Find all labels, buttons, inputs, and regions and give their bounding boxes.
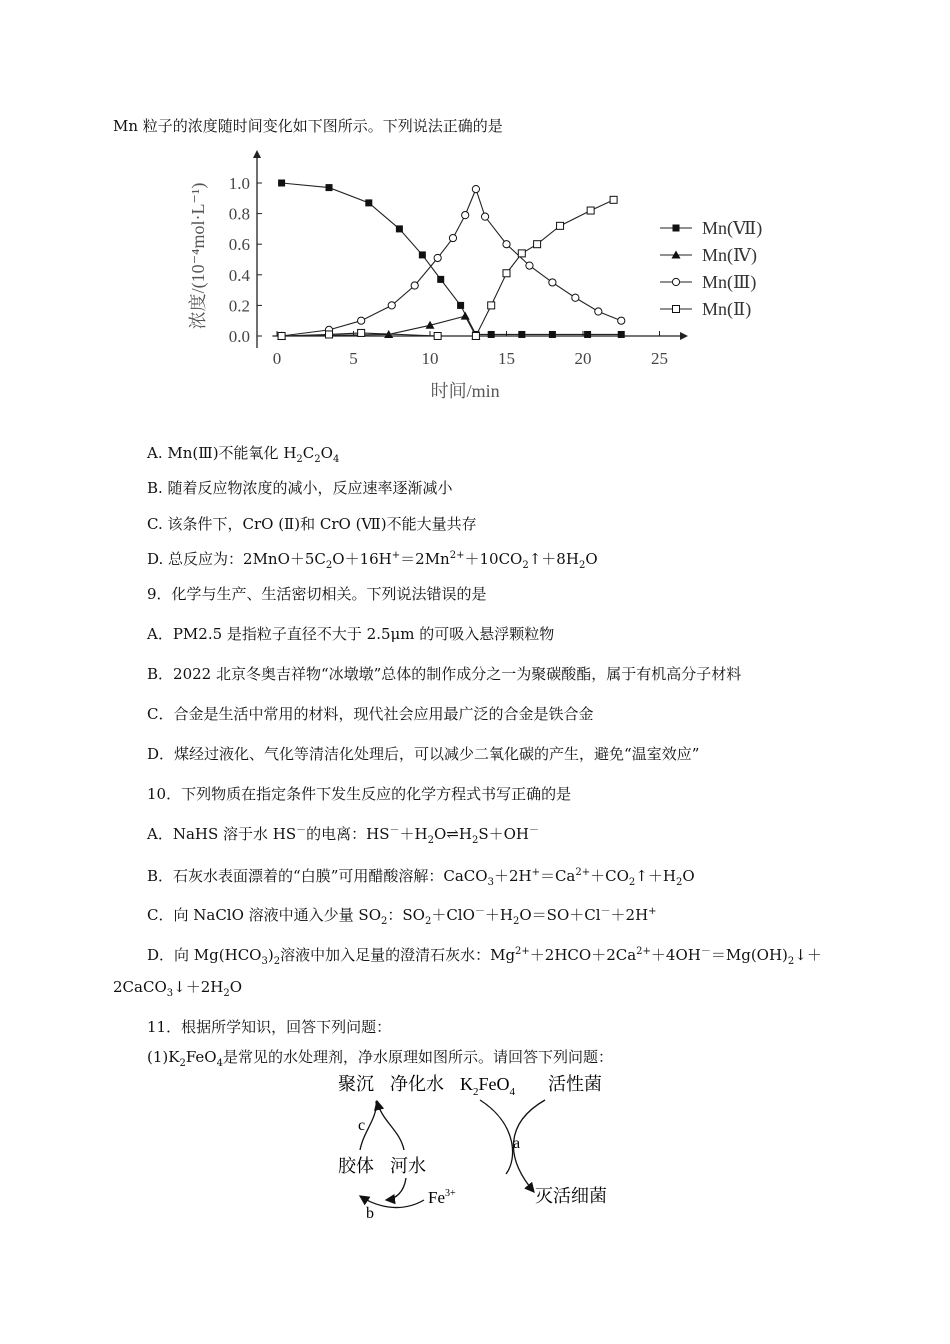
label-miehuo: 灭活细菌 bbox=[535, 1186, 607, 1206]
label-fe3: $Fe^{3+}$ bbox=[428, 1188, 456, 1207]
option-9a: A．PM2.5 是指粒子直径不大于 2.5μm 的可吸入悬浮颗粒物 bbox=[147, 625, 555, 643]
x-tick-label: 15 bbox=[498, 349, 515, 368]
question-11-part1: $(1)K_2FeO_4$是常见的水处理剂，净水原理如图所示。请回答下列问题： bbox=[147, 1048, 613, 1069]
x-axis-label: 时间/min bbox=[430, 381, 500, 401]
label-c: c bbox=[358, 1117, 366, 1134]
option-8d: D. 总反应为：$2MnO+5C_2O+16H^+=2Mn^{2+}+10CO_2↑+8H_2O$ bbox=[147, 550, 598, 571]
label-heshui: 河水 bbox=[390, 1156, 426, 1176]
label-a: a bbox=[513, 1135, 521, 1152]
y-tick-label: 0.4 bbox=[228, 265, 250, 285]
option-8c: C. 该条件下，CrO (Ⅱ)和 CrO (Ⅶ)不能大量共存 bbox=[147, 515, 477, 533]
y-tick-label: 0.0 bbox=[228, 327, 250, 346]
question-9-stem: 9．化学与生产、生活密切相关。下列说法错误的是 bbox=[147, 585, 487, 603]
question-11-stem: 11．根据所学知识，回答下列问题： bbox=[147, 1018, 392, 1036]
x-tick-label: 25 bbox=[651, 349, 668, 368]
label-b: b bbox=[366, 1205, 374, 1218]
y-tick-label: 0.6 bbox=[228, 235, 250, 255]
label-k2feo4: $K_2FeO_4$ bbox=[460, 1074, 515, 1098]
option-8a: A. Mn(Ⅲ)不能氧化 $H_2C_2O_4$ bbox=[147, 444, 340, 465]
option-9b: B．2022 北京冬奥吉祥物“冰墩墩”总体的制作成分之一为聚碳酸酯，属于有机高分子材料 bbox=[147, 665, 742, 683]
label-huoxingjun: 活性菌 bbox=[548, 1074, 602, 1094]
label-jinghuashui: 净化水 bbox=[390, 1074, 444, 1094]
legend-label: Mn(Ⅲ) bbox=[702, 272, 757, 292]
question-intro: Mn 粒子的浓度随时间变化如下图所示。下列说法正确的是 bbox=[113, 117, 503, 135]
option-8b: B. 随着反应物浓度的减小，反应速率逐渐减小 bbox=[147, 479, 453, 497]
option-9c: C．合金是生活中常用的材料，现代社会应用最广泛的合金是铁合金 bbox=[147, 705, 594, 723]
option-9d: D．煤经过液化、气化等清洁化处理后，可以减少二氧化碳的产生，避免“温室效应” bbox=[147, 745, 700, 763]
y-tick-label: 0.2 bbox=[228, 296, 250, 316]
legend-label: Mn(Ⅳ) bbox=[702, 245, 757, 265]
y-axis-label: 浓度/(10⁻⁴mol·L⁻¹) bbox=[188, 182, 208, 330]
label-juchen: 聚沉 bbox=[338, 1074, 374, 1094]
legend-label: Mn(Ⅶ) bbox=[702, 218, 763, 238]
x-tick-label: 5 bbox=[349, 349, 358, 368]
question-10-stem: 10．下列物质在指定条件下发生反应的化学方程式书写正确的是 bbox=[147, 785, 572, 803]
y-tick-label: 1.0 bbox=[228, 174, 250, 193]
legend-label: Mn(Ⅱ) bbox=[702, 299, 752, 319]
option-10d-line2: $2CaCO_3↓+2H_2O$ bbox=[113, 978, 243, 999]
label-jiaoti: 胶体 bbox=[338, 1156, 374, 1176]
x-tick-label: 20 bbox=[574, 349, 592, 368]
x-tick-label: 10 bbox=[421, 349, 439, 368]
option-10a: A．NaHS 溶于水 HS－的电离：$HS^-+H_2O\rightleftharpoons H_2S+OH^-$ bbox=[147, 825, 539, 846]
option-10d-line1: D．向 $Mg(HCO_3)_2$溶液中加入足量的澄清石灰水：$Mg^{2+}+2HCO+2Ca^{2+}+4OH^-=Mg(OH)_2↓+$ bbox=[147, 946, 822, 967]
option-10b: B．石灰水表面漂着的“白膜”可用醋酸溶解：$CaCO_3+2H^+=Ca^{2+}+CO_2↑+H_2O$ bbox=[147, 867, 695, 888]
option-10c: C．向 NaClO 溶液中通入少量 $SO_2$：$SO_2+ClO^-+H_2O=SO+Cl^-+2H^+$ bbox=[147, 906, 657, 927]
y-tick-label: 0.8 bbox=[228, 204, 250, 224]
x-tick-label: 0 bbox=[272, 349, 282, 368]
